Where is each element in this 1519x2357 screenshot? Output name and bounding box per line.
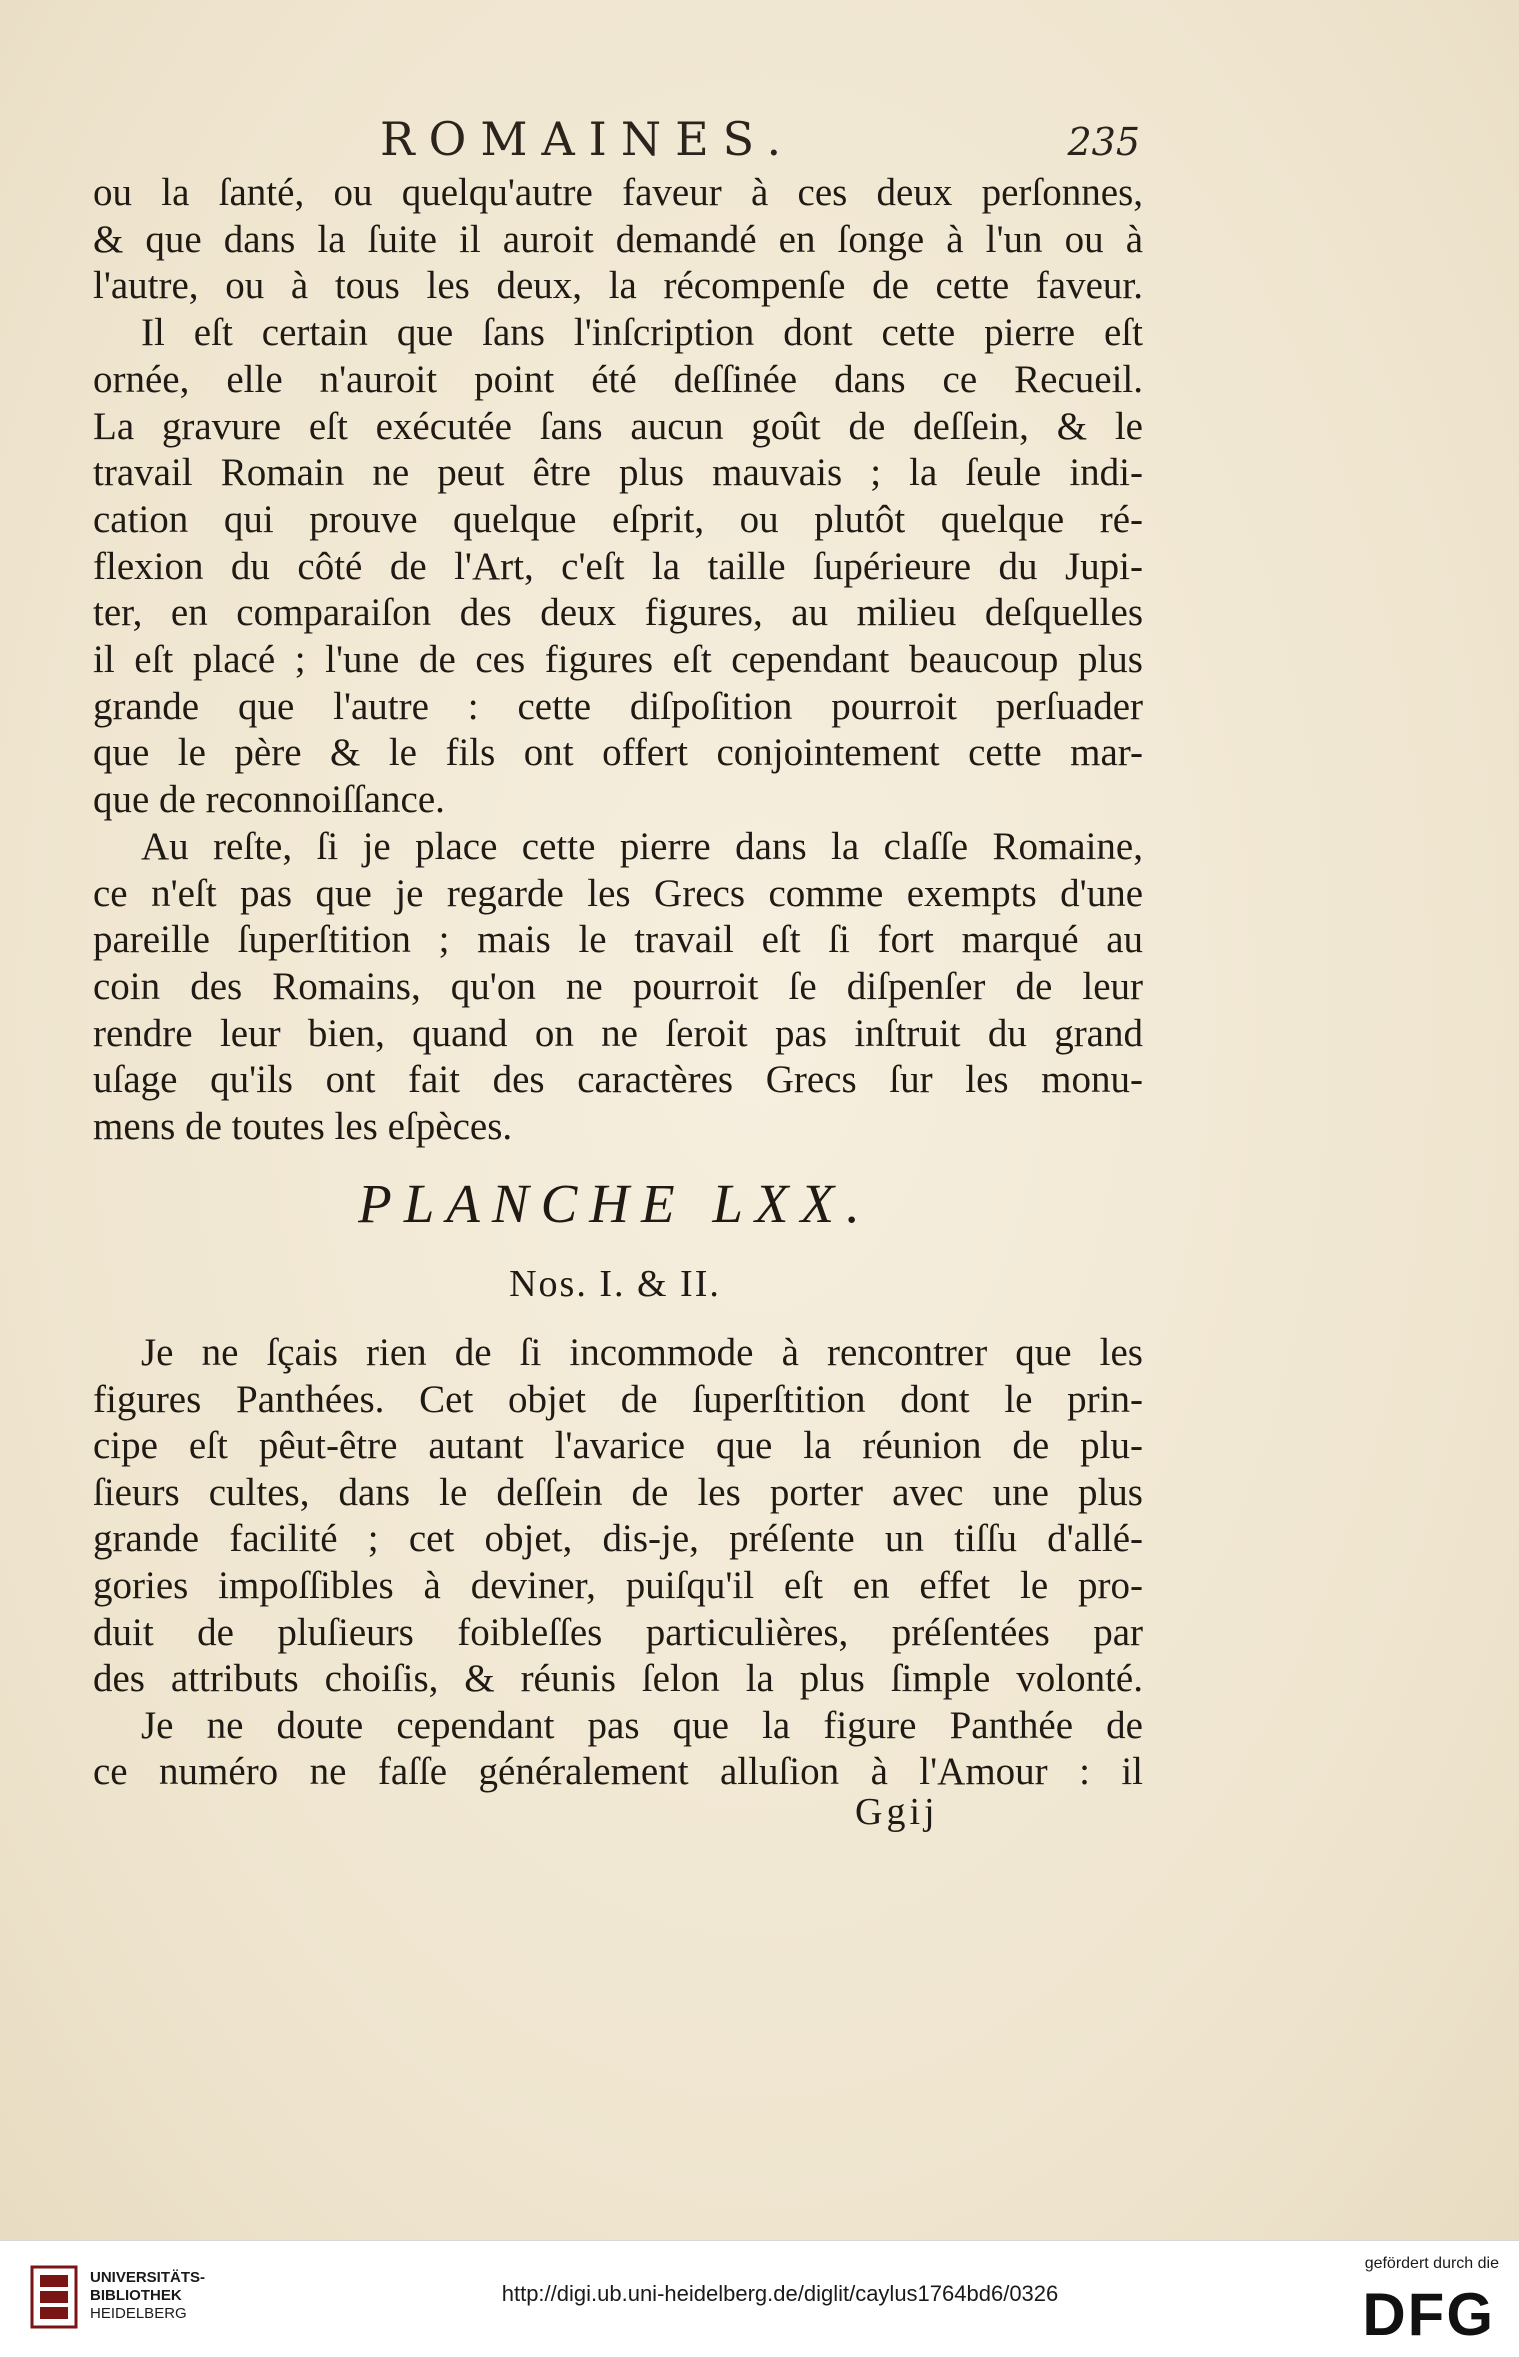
text-line: & que dans la ſuite il auroit demandé en ſonge à l'un ou à — [93, 217, 1143, 261]
page-number: 235 — [1067, 120, 1140, 164]
library-line: HEIDELBERG — [90, 2305, 187, 2322]
text-line: il eſt placé ; l'une de ces figures eſt cependant beaucoup plus — [93, 638, 1143, 682]
text-line: figures Panthées. Cet objet de ſuperſtition dont le prin- — [93, 1377, 1143, 1421]
body-text-top — [93, 170, 1143, 1151]
running-head — [90, 112, 1140, 172]
body-text-bottom — [93, 1330, 1143, 1796]
text-line: Je ne doute cependant pas que la figure Panthée de — [141, 1703, 1143, 1747]
text-line: flexion du côté de l'Art, c'eſt la taille ſupérieure du Jupi- — [93, 544, 1143, 588]
text-line: grande facilité ; cet objet, dis-je, préſente un tiſſu d'allé- — [93, 1517, 1143, 1561]
university-seal-icon — [30, 2265, 78, 2329]
plate-heading: PLANCHE LXX. — [358, 1173, 872, 1234]
sponsor-label: gefördert durch die — [1364, 2255, 1499, 2272]
text-line: Il eſt certain que ſans l'inſcription dont cette pierre eſt — [141, 311, 1143, 355]
text-line: Je ne ſçais rien de ſi incommode à rencontrer que les — [141, 1331, 1143, 1374]
library-line: BIBLIOTHEK — [90, 2287, 182, 2304]
running-head-title: ROMAINES. — [380, 112, 796, 166]
text-line: ter, en comparaiſon des deux figures, au milieu deſquelles — [93, 591, 1143, 635]
plate-numbers: Nos. I. & II. — [509, 1263, 721, 1305]
dfg-logo: DFG — [1362, 2281, 1495, 2348]
text-line: La gravure eſt exécutée ſans aucun goût de deſſein, & le — [93, 404, 1143, 448]
text-line: cipe eſt pêut-être autant l'avarice que la réunion de plu- — [93, 1424, 1143, 1468]
text-line: ce numéro ne faſſe généralement alluſion à l'Amour : il — [93, 1750, 1143, 1794]
text-line: que de reconnoiſſance. — [93, 778, 445, 822]
text-line: duit de pluſieurs foibleſſes particulières, préſentées par — [93, 1610, 1143, 1654]
text-line: gories impoſſibles à deviner, puiſqu'il eſt en effet le pro- — [93, 1563, 1143, 1607]
library-line: UNIVERSITÄTS- — [90, 2269, 206, 2286]
text-line: uſage qu'ils ont fait des caractères Grecs ſur les monu- — [93, 1058, 1143, 1102]
text-line: cation qui prouve quelque eſprit, ou plutôt quelque ré- — [93, 497, 1143, 541]
text-line: grande que l'autre : cette diſpoſition pourroit perſuader — [93, 684, 1143, 728]
text-line: mens de toutes les eſpèces. — [93, 1105, 513, 1149]
text-line: ſieurs cultes, dans le deſſein de les porter avec une plus — [93, 1470, 1143, 1514]
text-line: ce n'eſt pas que je regarde les Grecs comme exempts d'une — [93, 871, 1143, 915]
text-line: rendre leur bien, quand on ne ſeroit pas inſtruit du grand — [93, 1011, 1143, 1055]
permalink-url[interactable]: http://digi.ub.uni-heidelberg.de/diglit/caylus1764bd6/0326 — [501, 2281, 1059, 2306]
library-name — [90, 2269, 205, 2323]
text-line: des attributs choiſis, & réunis ſelon la plus ſimple volonté. — [93, 1657, 1143, 1701]
text-line: travail Romain ne peut être plus mauvais ; la ſeule indi- — [93, 451, 1143, 495]
text-line: coin des Romains, qu'on ne pourroit ſe diſpenſer de leur — [93, 964, 1143, 1008]
text-line: ornée, elle n'auroit point été deſſinée dans ce Recueil. — [93, 357, 1143, 401]
text-line: que le père & le fils ont offert conjointement cette mar- — [93, 731, 1143, 775]
text-line: pareille ſuperſtition ; mais le travail eſt ſi fort marqué au — [93, 918, 1143, 962]
text-line: l'autre, ou à tous les deux, la récompenſe de cette faveur. — [93, 264, 1143, 308]
text-line: Au reſte, ſi je place cette pierre dans la claſſe Romaine, — [141, 824, 1143, 868]
signature-mark: Ggij — [855, 1791, 939, 1833]
text-line: ou la ſanté, ou quelqu'autre faveur à ces deux perſonnes, — [93, 171, 1143, 214]
viewer-footer — [0, 2240, 1519, 2357]
